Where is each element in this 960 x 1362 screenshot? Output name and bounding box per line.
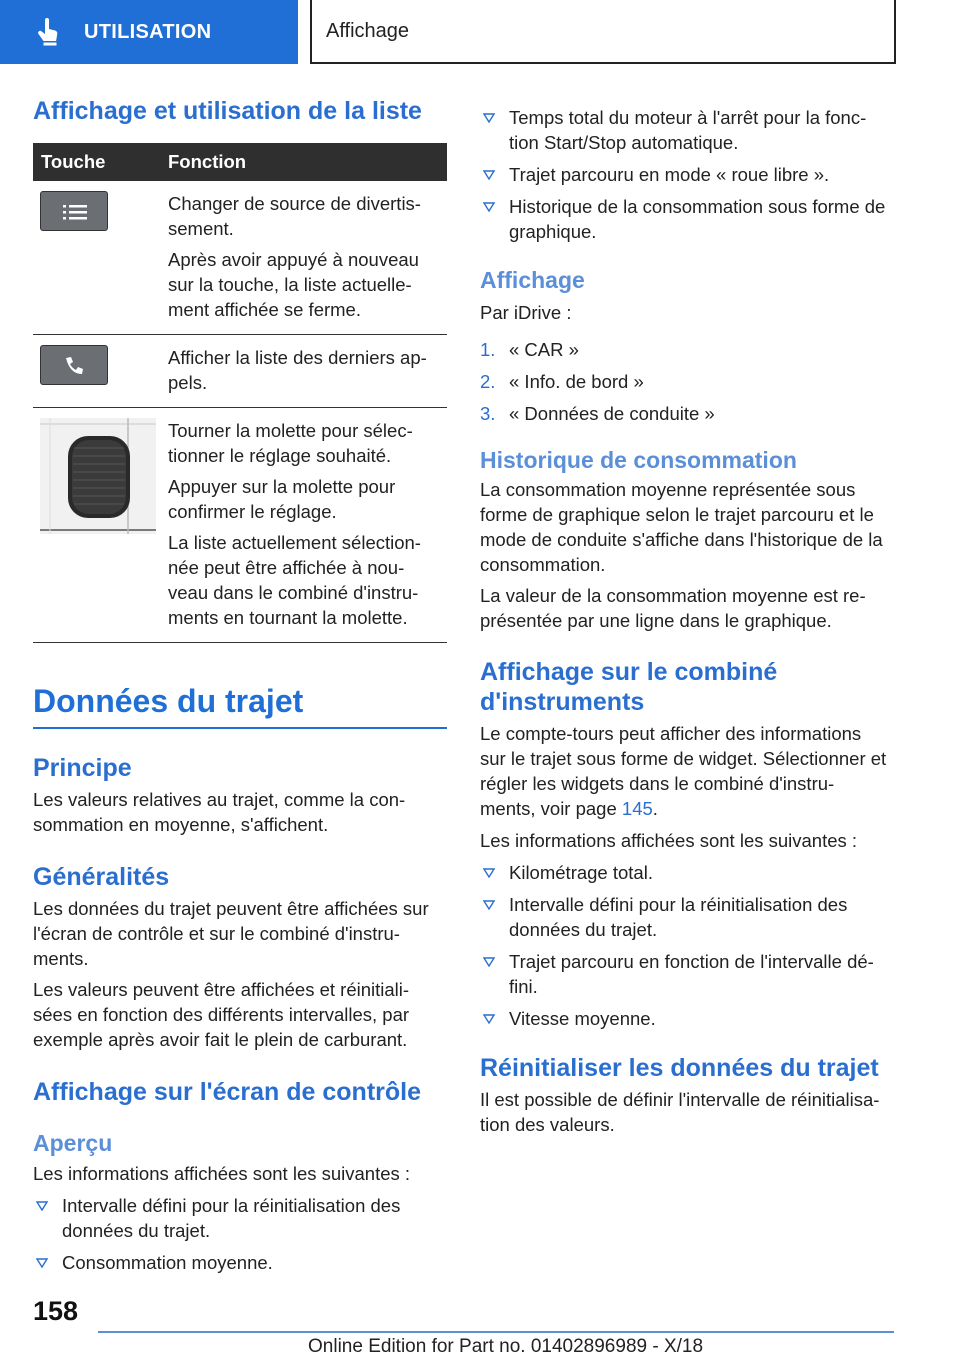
- step-number: 2.: [480, 371, 496, 392]
- triangle-bullet-icon: [36, 1201, 48, 1211]
- principe-text: Les valeurs relatives au trajet, comme la con- sommation en moyenne, s'affichent.: [33, 789, 406, 835]
- heading-rule: [33, 727, 447, 729]
- page-number: 158: [33, 1296, 79, 1326]
- step-text: « Données de conduite »: [509, 403, 715, 424]
- list-item: [480, 194, 890, 244]
- list-item: [480, 105, 890, 155]
- list-item: [33, 1250, 447, 1275]
- step-number: 3.: [480, 403, 496, 424]
- list-item-text: Historique de la consommation sous forme de graphique.: [509, 196, 886, 242]
- combine-text-b: .: [652, 798, 658, 819]
- list-item-text: Trajet parcouru en fonction de l'intervalle dé- fini.: [509, 951, 874, 997]
- list-item-text: Intervalle défini pour la réinitialisation des données du trajet.: [509, 894, 848, 940]
- section-title: Affichage: [310, 0, 896, 64]
- row-text: Appuyer sur la molette pour confirmer le réglage.: [168, 476, 396, 522]
- step-item: [480, 337, 890, 362]
- heading-principe: Principe: [33, 754, 132, 782]
- heading-list-usage: Affichage et utilisation de la liste: [33, 97, 422, 125]
- heading-reinitialiser: Réinitialiser les données du trajet: [480, 1054, 879, 1082]
- list-item-text: Temps total du moteur à l'arrêt pour la fonc- tion Start/Stop automatique.: [509, 107, 867, 153]
- combine-text-a: Le compte-tours peut afficher des informations sur le trajet sous forme de widget. Sélectionner et régler les widgets dans le combiné d'instru- ments, voir page: [480, 723, 887, 819]
- combine-list: [480, 860, 890, 1031]
- heading-affichage: Affichage: [480, 267, 585, 293]
- combine-text-1: [480, 721, 890, 821]
- heading-donnees-trajet: Données du trajet: [33, 683, 304, 719]
- heading-combine: Affichage sur le combiné d'instruments: [480, 658, 778, 716]
- heading-generalites: Généralités: [33, 863, 170, 891]
- generalites-text-2: Les valeurs peuvent être affichées et réinitiali- sées en fonction des différents intervalles, par exemple après avoir fait le plein de carburant.: [33, 979, 410, 1050]
- triangle-bullet-icon: [483, 868, 495, 878]
- row-text: Afficher la liste des derniers ap- pels.: [168, 347, 427, 393]
- footer-edition: Online Edition for Part no. 01402896989 - X/18: [308, 1336, 704, 1357]
- triangle-bullet-icon: [483, 202, 495, 212]
- table-row: [33, 181, 447, 335]
- section-tab-label: UTILISATION: [84, 20, 212, 43]
- controller-knob-image: [40, 418, 156, 534]
- list-item-text: Trajet parcouru en mode « roue libre ».: [509, 164, 830, 185]
- page-link[interactable]: 145: [621, 798, 653, 819]
- footer-rule: [98, 1331, 894, 1333]
- hand-pointer-icon: [34, 17, 64, 47]
- apercu-list-continued: [480, 105, 890, 244]
- historique-text-1: La consommation moyenne représentée sous forme de graphique selon le trajet parcouru et le mode de conduite s'affiche dans l'historique de la consommation.: [480, 479, 883, 575]
- row-text: Changer de source de divertis- sement.: [168, 193, 421, 239]
- heading-affichage-ecran: Affichage sur l'écran de contrôle: [33, 1078, 421, 1106]
- step-text: « CAR »: [509, 339, 579, 360]
- step-item: [480, 369, 890, 394]
- list-item: [480, 1006, 890, 1031]
- table-header-touche: Touche: [33, 143, 160, 181]
- right-column: [480, 105, 890, 1137]
- key-function-table: [33, 143, 447, 643]
- row-text: La liste actuellement sélection- née peut être affichée à nou- veau dans le combiné d'instru- ments en tournant la molette.: [168, 532, 421, 628]
- table-header-fonction: Fonction: [160, 143, 447, 181]
- table-row: [33, 335, 447, 408]
- heading-apercu: Aperçu: [33, 1130, 113, 1156]
- list-icon: [40, 191, 108, 231]
- par-idrive: Par iDrive :: [480, 302, 572, 323]
- triangle-bullet-icon: [483, 170, 495, 180]
- step-number: 1.: [480, 339, 496, 360]
- heading-historique: Historique de consommation: [480, 447, 797, 473]
- list-item: [33, 1193, 447, 1243]
- list-item: [480, 949, 890, 999]
- list-item-text: Consommation moyenne.: [62, 1252, 273, 1273]
- table-row: [33, 408, 447, 643]
- idrive-steps: [480, 337, 890, 426]
- list-item: [480, 860, 890, 885]
- section-tab: [0, 0, 298, 64]
- list-item-text: Intervalle défini pour la réinitialisation des données du trajet.: [62, 1195, 401, 1241]
- historique-text-2: La valeur de la consommation moyenne est re- présentée par une ligne dans le graphique.: [480, 585, 866, 631]
- triangle-bullet-icon: [483, 113, 495, 123]
- row-text: Tourner la molette pour sélec- tionner le réglage souhaité.: [168, 420, 413, 466]
- list-item-text: Vitesse moyenne.: [509, 1008, 656, 1029]
- list-item: [480, 162, 890, 187]
- apercu-intro: Les informations affichées sont les suivantes :: [33, 1163, 411, 1184]
- apercu-list: [33, 1193, 447, 1275]
- left-column: [33, 96, 447, 1282]
- phone-icon: [40, 345, 108, 385]
- list-item-text: Kilométrage total.: [509, 862, 653, 883]
- step-text: « Info. de bord »: [509, 371, 644, 392]
- combine-intro: Les informations affichées sont les suivantes :: [480, 830, 858, 851]
- triangle-bullet-icon: [483, 900, 495, 910]
- step-item: [480, 401, 890, 426]
- triangle-bullet-icon: [36, 1258, 48, 1268]
- row-text: Après avoir appuyé à nouveau sur la touche, la liste actuelle- ment affichée se ferme.: [168, 249, 419, 320]
- triangle-bullet-icon: [483, 1014, 495, 1024]
- reinit-text: Il est possible de définir l'intervalle de réinitialisa- tion des valeurs.: [480, 1089, 880, 1135]
- generalites-text-1: Les données du trajet peuvent être affichées sur l'écran de contrôle et sur le combiné d'instru- ments.: [33, 898, 429, 969]
- triangle-bullet-icon: [483, 957, 495, 967]
- list-item: [480, 892, 890, 942]
